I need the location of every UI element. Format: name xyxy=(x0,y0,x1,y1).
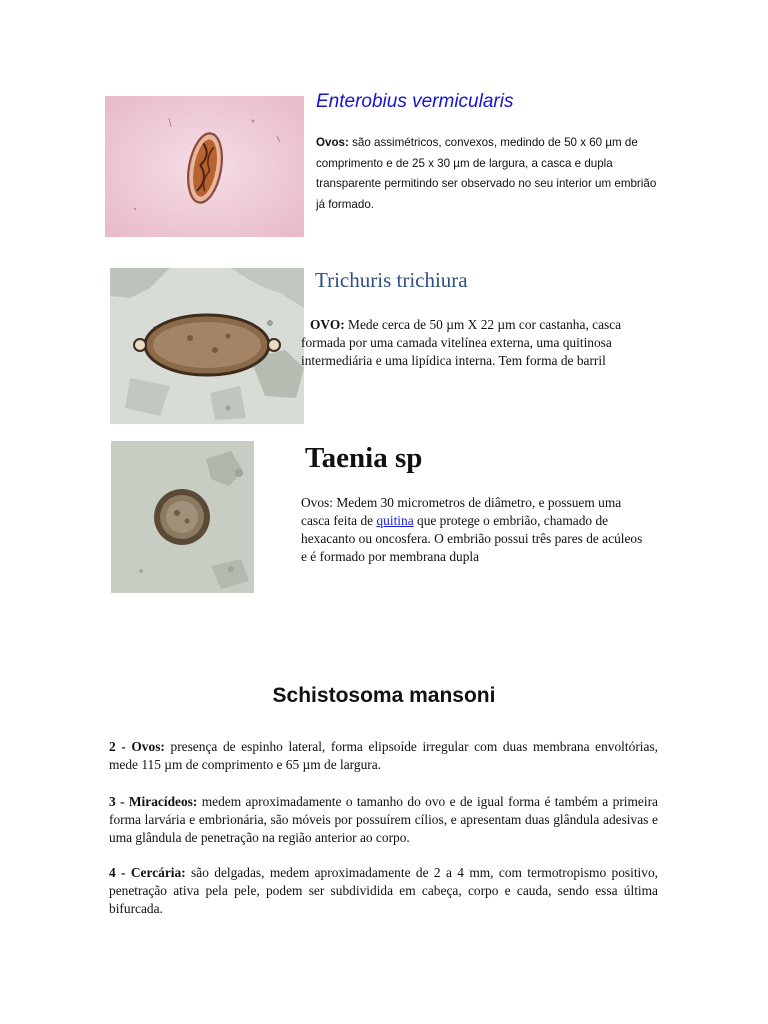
taenia-egg-image xyxy=(111,441,254,593)
enterobius-egg-image xyxy=(105,96,304,237)
schistosoma-paragraph-ovos xyxy=(109,738,658,774)
trichuris-text: Mede cerca de 50 µm X 22 µm cor castanha, casca formada por uma camada vitelínea externa, uma quitinosa intermediária e uma lipídica interna. Tem forma de barril xyxy=(301,317,622,368)
miracideos-text: medem aproximadamente o tamanho do ovo e de igual forma é também a primeira forma larvária e embrionária, são móveis por possuírem cílios, e apresentam duas glândula adesivas e uma glândula de penetração na região anterior ao corpo. xyxy=(109,794,658,845)
taenia-title: Taenia sp xyxy=(305,442,423,474)
cercaria-text: são delgadas, medem aproximadamente de 2 a 4 mm, com termotropismo positivo, penetração ativa pela pele, podem ser subdividida em cabeça, corpo e cauda, sendo essa última bifurcada. xyxy=(109,865,659,916)
enterobius-label: Ovos: xyxy=(316,136,349,149)
trichuris-egg-image xyxy=(110,268,304,424)
trichuris-title: Trichuris trichiura xyxy=(315,268,468,292)
enterobius-text: são assimétricos, convexos, medindo de 50 x 60 µm de comprimento e de 25 x 30 µm de largura, a casca e dupla transparente permitindo ser observado no seu interior um embrião já formado. xyxy=(316,136,657,211)
quitina-link[interactable]: quitina xyxy=(376,513,414,528)
cercaria-label: 4 - Cercária: xyxy=(109,865,186,880)
schistosoma-title: Schistosoma mansoni xyxy=(272,684,496,707)
miracideos-label: 3 - Miracídeos: xyxy=(109,794,198,809)
taenia-description xyxy=(301,494,646,566)
schistosoma-paragraph-miracideos xyxy=(109,793,658,847)
trichuris-label: OVO: xyxy=(310,317,345,332)
schistosoma-paragraph-cercaria xyxy=(109,864,658,918)
trichuris-description xyxy=(301,316,646,370)
enterobius-description xyxy=(316,133,666,215)
taenia-text-before: Ovos: Medem 30 micrometros de diâmetro, e possuem uma casca feita de xyxy=(301,495,622,528)
ovos-label: 2 - Ovos: xyxy=(109,739,165,754)
taenia-text-after: que protege o embrião, chamado de hexacanto ou oncosfera. O embrião possui três pares de acúleos e é formado por membrana dupla xyxy=(301,513,643,564)
ovos-text: presença de espinho lateral, forma elipsoíde irregular com duas membrana envoltórias, mede 115 µm de comprimento e 65 µm de largura. xyxy=(109,739,658,772)
enterobius-title: Enterobius vermicularis xyxy=(316,91,514,112)
